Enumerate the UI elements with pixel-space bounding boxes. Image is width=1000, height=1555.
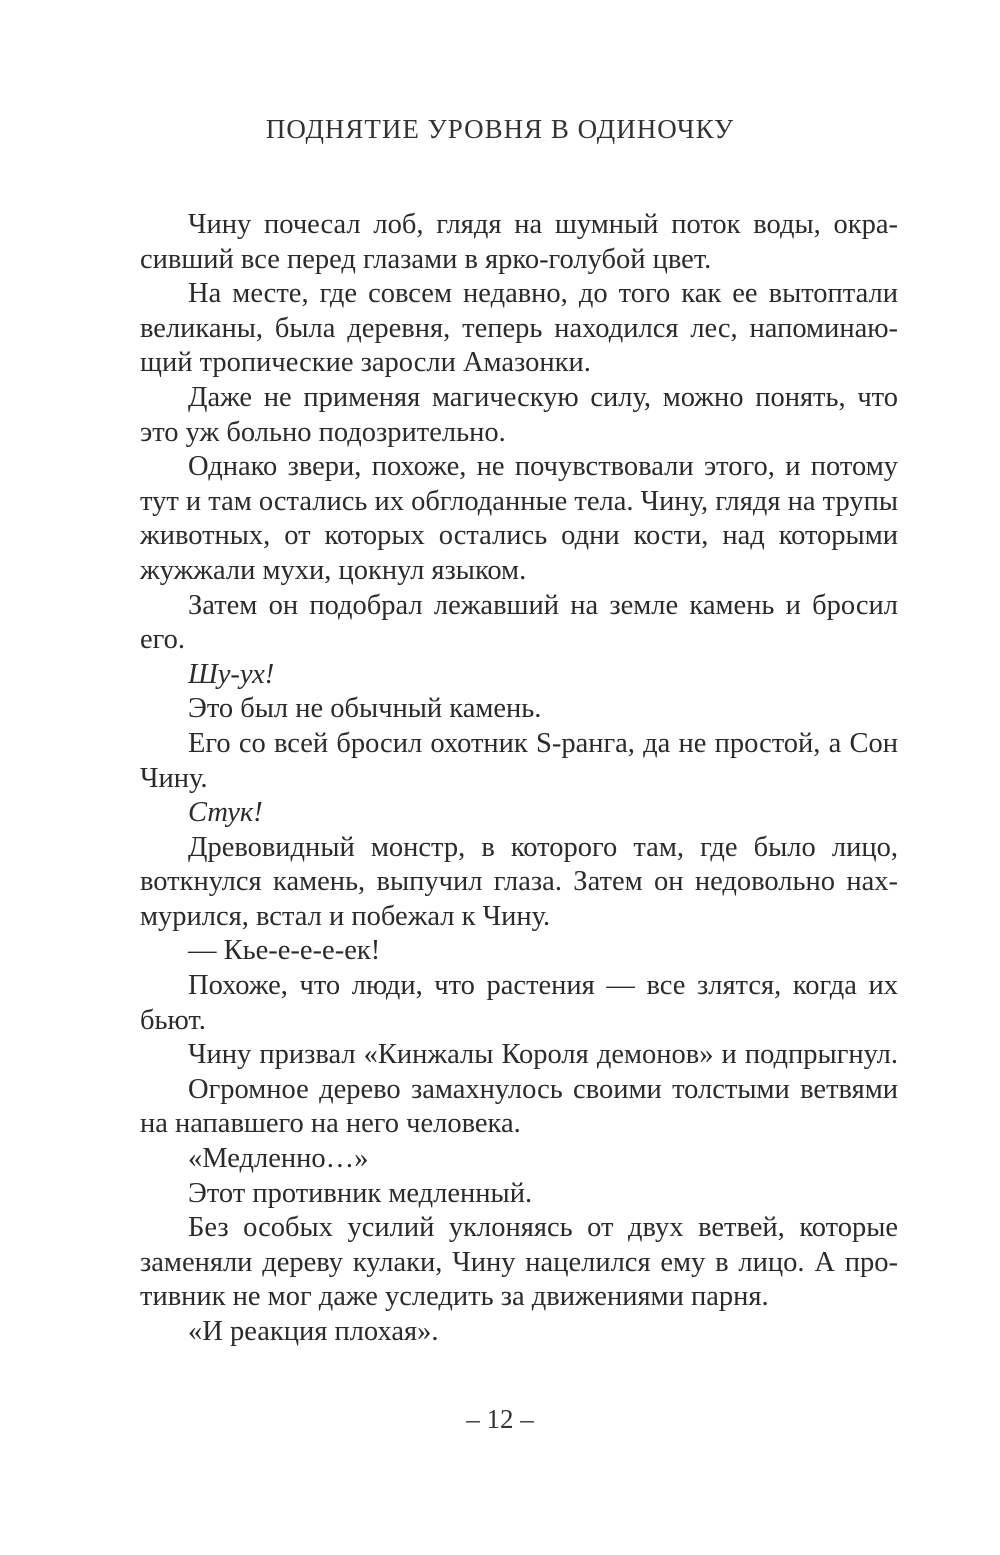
text-line: щий тропические заросли Амазонки. xyxy=(140,347,591,379)
text-line: это уж больно подозрительно. xyxy=(140,416,506,448)
body-text xyxy=(140,208,898,1350)
text-line: воткнулся камень, выпучил глаза. Затем он недовольно нах- xyxy=(140,866,898,898)
text-line: Его со всей бросил охотник S-ранга, да не простой, а Сон xyxy=(188,727,898,759)
text-line: Затем он подобрал лежавший на земле камень и бросил xyxy=(188,589,898,621)
text-line: Этот противник медленный. xyxy=(188,1177,533,1209)
page-number: – 12 – xyxy=(466,1404,534,1434)
text-line: На месте, где совсем недавно, до того как ее вытоптали xyxy=(188,278,898,310)
text-line: Огромное дерево замахнулось своими толстыми ветвями xyxy=(188,1073,898,1105)
text-line: Похоже, что люди, что растения — все злятся, когда их xyxy=(188,970,898,1002)
text-line: животных, от которых остались одни кости, над которыми xyxy=(140,520,898,552)
text-line: Однако звери, похоже, не почувствовали этого, и потому xyxy=(188,451,898,483)
text-line: Это был не обычный камень. xyxy=(188,693,542,725)
text-line: мурился, встал и побежал к Чину. xyxy=(140,900,551,932)
text-line: тивник не мог даже уследить за движениями парня. xyxy=(140,1281,769,1313)
running-head: ПОДНЯТИЕ УРОВНЯ В ОДИНОЧКУ xyxy=(265,114,735,144)
text-line: на напавшего на него человека. xyxy=(140,1108,521,1140)
text-line: тут и там остались их обглоданные тела. Чину, глядя на трупы xyxy=(140,485,898,517)
text-line: «Медленно…» xyxy=(188,1143,369,1175)
text-line: жужжали мухи, цокнул языком. xyxy=(140,554,527,586)
text-line: Шу-ух! xyxy=(188,658,275,690)
text-line: Древовидный монстр, в которого там, где было лицо, xyxy=(188,831,898,863)
text-line: заменяли дереву кулаки, Чину нацелился ему в лицо. А про- xyxy=(140,1246,898,1278)
text-line: Без особых усилий уклоняясь от двух ветвей, которые xyxy=(188,1212,898,1244)
text-line: его. xyxy=(140,624,186,656)
text-line: Чину призвал «Кинжалы Короля демонов» и подпрыгнул. xyxy=(188,1039,898,1071)
text-line: Даже не применяя магическую силу, можно понять, что xyxy=(188,381,898,413)
text-line: Стук! xyxy=(188,797,263,829)
text-line: бьют. xyxy=(140,1004,206,1036)
text-line: великаны, была деревня, теперь находился лес, напоминаю- xyxy=(140,312,898,344)
text-line: Чину почесал лоб, глядя на шумный поток воды, окра- xyxy=(188,209,898,240)
text-line: сивший все перед глазами в ярко-голубой цвет. xyxy=(140,243,712,275)
text-line: — Кье-е-е-е-ек! xyxy=(188,935,381,967)
text-line: «И реакция плохая». xyxy=(188,1316,439,1347)
text-line: Чину. xyxy=(140,762,208,794)
